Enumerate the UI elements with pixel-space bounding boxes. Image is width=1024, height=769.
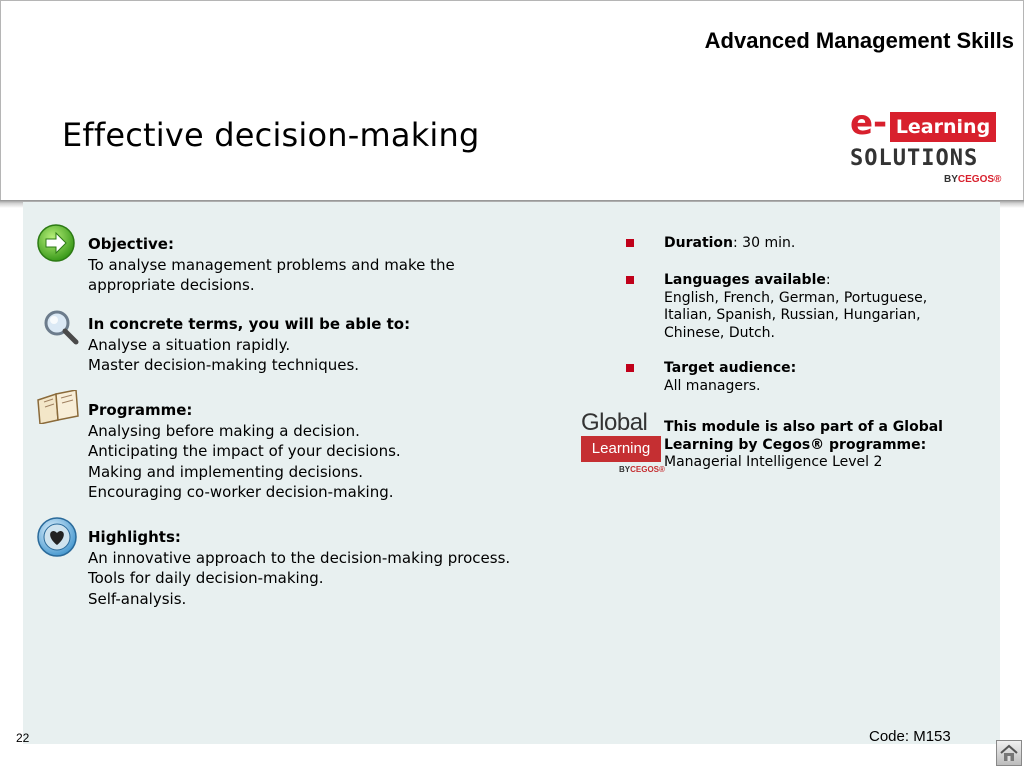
page-title: Effective decision-making [62, 116, 480, 154]
arrow-right-icon [36, 223, 76, 267]
logo-badge: Learning [890, 112, 996, 142]
book-icon [36, 390, 80, 428]
languages-line: Chinese, Dutch. [664, 324, 775, 341]
global-word: Global [581, 409, 648, 436]
logo-solutions: SOLUTIONS [850, 146, 979, 171]
bullet-square [626, 276, 634, 284]
programme-heading: Programme: [88, 401, 193, 419]
highlights-line: Tools for daily decision-making. [88, 569, 324, 587]
concrete-terms-heading: In concrete terms, you will be able to: [88, 315, 411, 333]
audience-label: Target audience: [664, 360, 797, 376]
languages-label: Languages available [664, 272, 826, 288]
languages-line: Italian, Spanish, Russian, Hungarian, [664, 307, 921, 323]
global-by: BYCEGOS® [619, 465, 665, 474]
page-number: 22 [16, 731, 30, 745]
global-badge: Learning [581, 436, 661, 462]
elearning-solutions-logo [848, 103, 1008, 188]
home-button[interactable] [996, 740, 1022, 766]
duration-label: Duration [664, 235, 734, 251]
highlights-section [88, 527, 510, 609]
programme-line: Anticipating the impact of your decisions. [88, 442, 401, 460]
languages-line: English, French, German, Portuguese, [664, 289, 928, 306]
global-learning-logo [581, 409, 665, 476]
module-code: Code: M153 [869, 728, 951, 745]
global-programme-line: This module is also part of a Global [664, 419, 943, 435]
objective-heading: Objective: [88, 235, 174, 253]
programme-line: Analysing before making a decision. [88, 421, 360, 440]
concrete-terms-section [88, 314, 410, 376]
bullet-square [626, 364, 634, 372]
global-programme-line: Learning by Cegos® programme: [664, 436, 927, 453]
heart-icon [36, 516, 78, 562]
logo-by: BYCEGOS® [944, 174, 1002, 185]
bullet-square [626, 239, 634, 247]
objective-line: appropriate decisions. [88, 276, 255, 294]
highlights-line: An innovative approach to the decision-making process. [88, 548, 511, 567]
duration-value: : 30 min. [733, 235, 796, 251]
course-name: Advanced Management Skills [704, 28, 1014, 53]
global-programme-value: Managerial Intelligence Level 2 [664, 454, 883, 470]
concrete-terms-line: Analyse a situation rapidly. [88, 335, 291, 354]
programme-line: Encouraging co-worker decision-making. [88, 483, 394, 501]
highlights-line: Self-analysis. [88, 589, 187, 608]
highlights-heading: Highlights: [88, 528, 181, 546]
languages-colon: : [825, 272, 831, 288]
objective-section [88, 234, 455, 296]
audience-value: All managers. [664, 377, 761, 394]
magnifier-icon [42, 308, 80, 350]
programme-line: Making and implementing decisions. [88, 462, 364, 481]
objective-line: To analyse management problems and make the [88, 255, 455, 274]
home-icon [997, 741, 1021, 765]
programme-section [88, 400, 401, 503]
logo-e: e- [850, 103, 888, 143]
concrete-terms-line: Master decision-making techniques. [88, 356, 360, 374]
